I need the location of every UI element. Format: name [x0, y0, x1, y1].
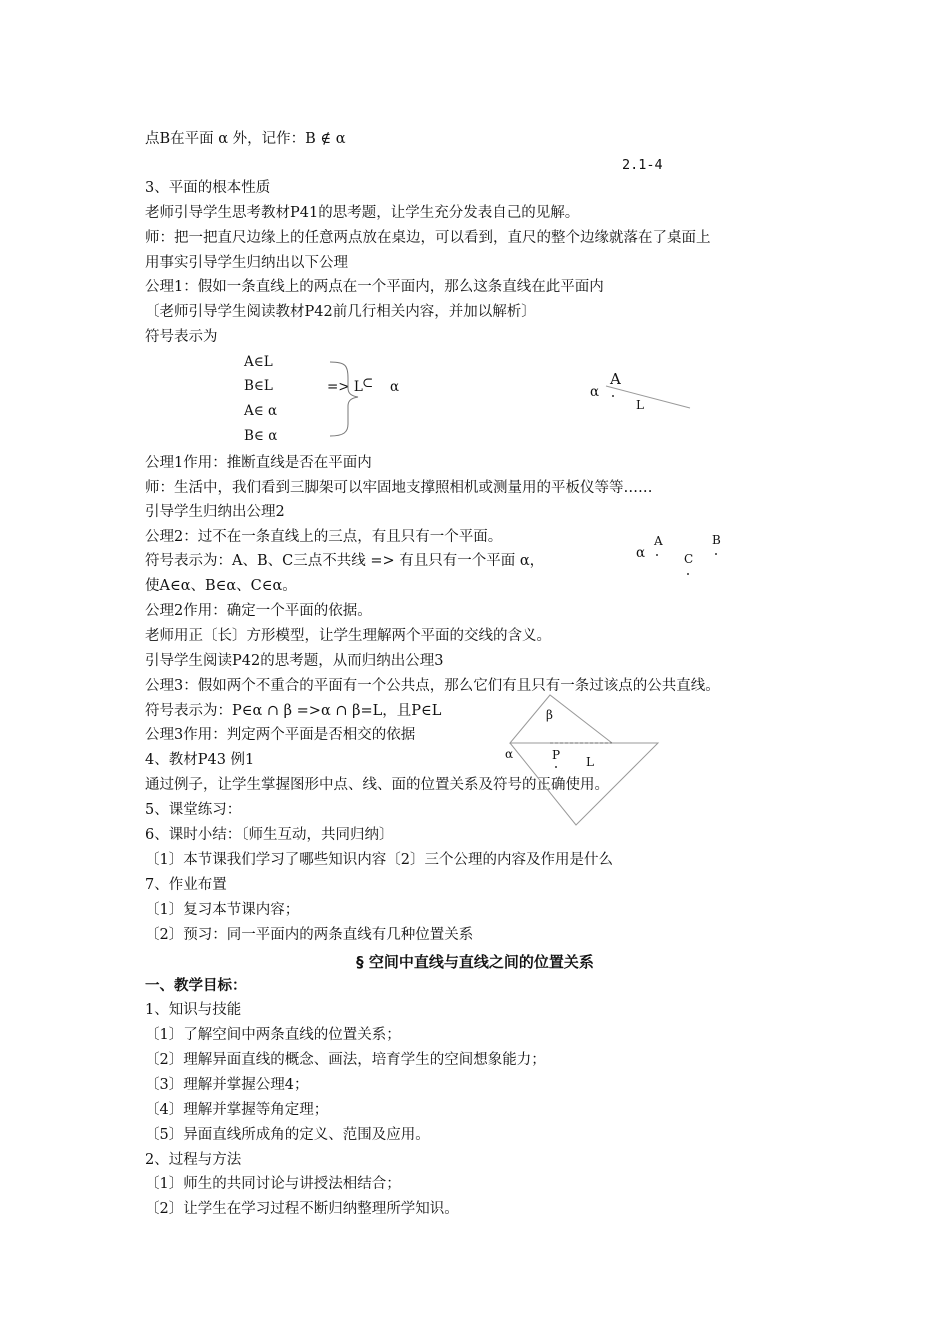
text-line: 〔2〕预习：同一平面内的两条直线有几种位置关系: [145, 927, 474, 943]
subset-symbol: ⊂: [362, 375, 374, 391]
text-line: 老师引导学生思考教材P41的思考题，让学生充分发表自己的见解。: [145, 205, 580, 221]
fig2-alpha-label: α: [636, 545, 646, 561]
fig3-alpha-label: α: [505, 747, 514, 761]
text-line: 5、课堂练习：: [145, 802, 242, 818]
implies-l: => L: [327, 379, 363, 395]
fig1-l-label: L: [636, 398, 644, 412]
plane-beta: [510, 695, 612, 743]
point-b-fig2: [715, 553, 717, 555]
text-line: 4、教材P43 例1: [145, 752, 255, 768]
fig3-beta-label: β: [546, 708, 553, 722]
text-line: 符号表示为: [145, 329, 218, 345]
text-line: 老师用正〔长〕方形模型，让学生理解两个平面的交线的含义。: [145, 628, 551, 644]
alpha-symbol: α: [390, 379, 400, 395]
text-line: 使A∈α、B∈α、C∈α。: [145, 578, 297, 594]
text-line: 公理1作用：推断直线是否在平面内: [145, 455, 372, 471]
text-line: 公理2：过不在一条直线上的三点，有且只有一个平面。: [145, 529, 503, 545]
text-line: 公理1：假如一条直线上的两点在一个平面内，那么这条直线在此平面内: [145, 279, 604, 295]
line-l: [606, 386, 690, 408]
fig3-p-label: P: [552, 748, 561, 762]
objectives-heading: 一、教学目标：: [145, 978, 247, 994]
text-line: 6、课时小结：〔师生互动，共同归纳〕: [145, 827, 394, 843]
objective-line: 〔2〕让学生在学习过程不断归纳整理所学知识。: [145, 1201, 459, 1217]
figure-label: 2.1-4: [622, 157, 663, 173]
curly-brace: [330, 362, 358, 436]
text-line: 〔1〕复习本节课内容；: [145, 902, 300, 918]
point-a-fig2: [656, 554, 658, 556]
text-line: 7、作业布置: [145, 877, 227, 893]
text-line: 公理3：假如两个不重合的平面有一个公共点，那么它们有且只有一条过该点的公共直线。: [145, 678, 720, 694]
text-line: 师：生活中，我们看到三脚架可以牢固地支撑照相机或测量用的平板仪等等……: [145, 480, 653, 496]
text-line: 〔1〕本节课我们学习了哪些知识内容〔2〕三个公理的内容及作用是什么: [145, 852, 613, 868]
objective-line: 〔2〕理解异面直线的概念、画法，培育学生的空间想象能力；: [145, 1052, 546, 1068]
text-line: 公理3作用：判定两个平面是否相交的依据: [145, 727, 416, 743]
text-line: 公理2作用：确定一个平面的依据。: [145, 603, 372, 619]
plane-alpha: [510, 743, 658, 825]
objective-line: 〔4〕理解并掌握等角定理；: [145, 1102, 329, 1118]
objective-line: 〔5〕异面直线所成角的定义、范围及应用。: [145, 1127, 430, 1143]
text-line: 〔老师引导学生阅读教材P42前几行相关内容，并加以解析〕: [145, 304, 536, 320]
text-line: 符号表示为：P∈α ∩ β =>α ∩ β=L，且P∈L: [145, 703, 442, 719]
objective-line: 1、知识与技能: [145, 1002, 242, 1018]
text-line: 引导学生归纳出公理2: [145, 504, 285, 520]
point-p: [555, 766, 557, 768]
fig3-l-label: L: [586, 755, 594, 769]
objective-line: 2、过程与方法: [145, 1152, 242, 1168]
text-line: 师：把一把直尺边缘上的任意两点放在桌边，可以看到，直尺的整个边缘就落在了桌面上: [145, 230, 711, 246]
section-title: § 空间中直线与直线之间的位置关系: [356, 953, 594, 971]
fig2-a-label: A: [654, 534, 663, 548]
fig1-alpha-label: α: [590, 384, 600, 400]
text-line: 引导学生阅读P42的思考题，从而归纳出公理3: [145, 653, 444, 669]
text-line: 点B在平面 α 外，记作：B ∉ α: [145, 131, 346, 147]
point-c-fig2: [687, 573, 689, 575]
symbol-a-in-l: A∈L: [244, 354, 273, 370]
text-line: 通过例子，让学生掌握图形中点、线、面的位置关系及符号的正确使用。: [145, 777, 609, 793]
fig2-c-label: C: [684, 552, 694, 566]
point-a: [612, 395, 614, 397]
objective-line: 〔1〕师生的共同讨论与讲授法相结合；: [145, 1176, 401, 1192]
symbol-b-in-alpha: B∈ α: [244, 428, 278, 444]
text-line: 3、平面的根本性质: [145, 180, 271, 196]
objective-line: 〔1〕了解空间中两条直线的位置关系；: [145, 1027, 401, 1043]
text-line: 符号表示为：A、B、C三点不共线 => 有且只有一个平面 α，: [145, 553, 545, 569]
fig1-a-label: A: [610, 370, 621, 388]
symbol-b-in-l: B∈L: [244, 378, 273, 394]
objective-line: 〔3〕理解并掌握公理4；: [145, 1077, 309, 1093]
fig2-b-label: B: [712, 533, 721, 547]
symbol-a-in-alpha: A∈ α: [244, 403, 278, 419]
text-line: 用事实引导学生归纳出以下公理: [145, 255, 348, 271]
